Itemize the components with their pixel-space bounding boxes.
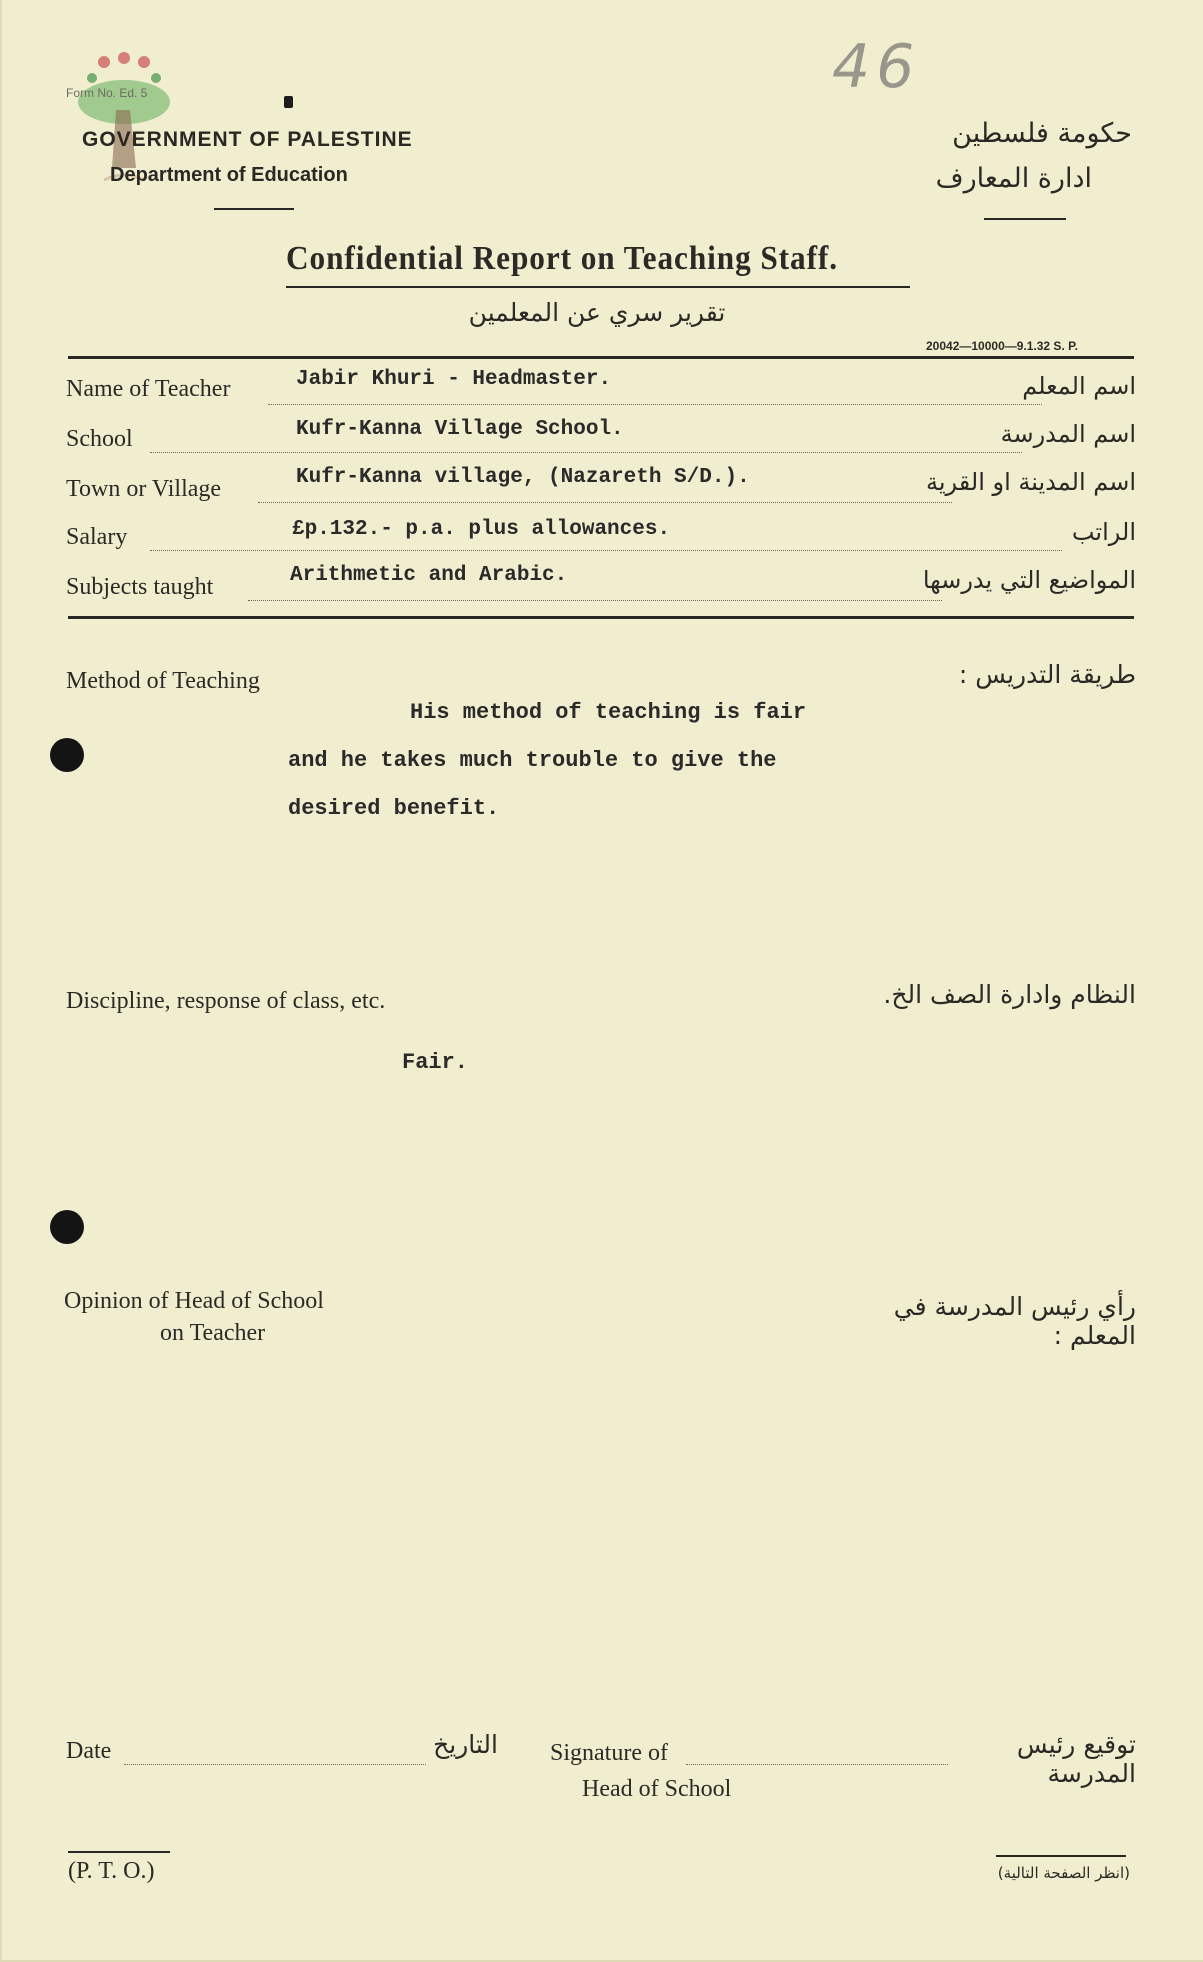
discipline-label: Discipline, response of class, etc. [66, 988, 386, 1014]
opinion-label-sub: on Teacher [160, 1320, 266, 1346]
punch-hole [50, 738, 84, 772]
signature-sub-label: Head of School [582, 1776, 732, 1802]
punch-mark [284, 96, 293, 108]
next-page-note-ar: (انظر الصفحة التالية) [997, 1864, 1130, 1882]
opinion-label: Opinion of Head of School [64, 1288, 324, 1314]
archive-number: 46 [832, 32, 921, 102]
field-line [248, 600, 942, 601]
divider [68, 1851, 170, 1853]
signature-line [686, 1764, 948, 1765]
date-label: Date [66, 1738, 112, 1764]
field-value-subjects: Arithmetic and Arabic. [290, 564, 568, 587]
title-underline [286, 286, 910, 288]
punch-hole [50, 1210, 84, 1244]
government-title-ar: حكومة فلسطين [952, 118, 1132, 149]
print-code: 20042—10000—9.1.32 S. P. [926, 339, 1078, 353]
discipline-label-ar: النظام وادارة الصف الخ. [883, 980, 1136, 1009]
government-title-en: GOVERNMENT OF PALESTINE [82, 128, 413, 151]
field-label-subjects: Subjects taught [66, 574, 214, 600]
field-value-salary: £p.132.- p.a. plus allowances. [292, 518, 671, 541]
discipline-value: Fair. [402, 1050, 469, 1075]
field-label-school-ar: اسم المدرسة [1000, 420, 1136, 448]
field-label-teacher-name-ar: اسم المعلم [1022, 372, 1136, 400]
report-title-ar: تقرير سري عن المعلمين [468, 298, 726, 327]
department-title-en: Department of Education [110, 164, 348, 186]
signature-label-ar: توقيع رئيس المدرسة [1016, 1730, 1136, 1788]
method-text-line-2: and he takes much trouble to give the [288, 748, 777, 773]
field-line [150, 452, 1022, 453]
form-number: Form No. Ed. 5 [66, 86, 148, 100]
date-label-ar: التاريخ [433, 1730, 498, 1759]
method-label: Method of Teaching [66, 668, 260, 694]
field-value-school: Kufr-Kanna Village School. [296, 418, 624, 441]
field-line [258, 502, 952, 503]
signature-label: Signature of [550, 1740, 668, 1766]
field-label-teacher-name: Name of Teacher [66, 376, 231, 402]
report-title: Confidential Report on Teaching Staff. [286, 240, 838, 277]
section-rule [68, 616, 1134, 619]
field-label-school: School [66, 426, 133, 452]
field-line [268, 404, 1042, 405]
date-line [124, 1764, 426, 1765]
field-label-salary-ar: الراتب [1071, 518, 1136, 546]
divider [996, 1855, 1126, 1857]
field-label-salary: Salary [66, 524, 128, 550]
method-label-ar: طريقة التدريس : [958, 660, 1136, 689]
field-value-town: Kufr-Kanna village, (Nazareth S/D.). [296, 466, 750, 489]
field-label-town-ar: اسم المدينة او القرية [925, 468, 1136, 496]
method-text-line-1: His method of teaching is fair [410, 700, 807, 725]
department-title-ar: ادارة المعارف [935, 163, 1092, 194]
field-label-town: Town or Village [66, 476, 222, 502]
field-label-subjects-ar: المواضيع التي يدرسها [922, 566, 1136, 594]
section-rule [68, 356, 1134, 359]
field-line [150, 550, 1062, 551]
method-text-line-3: desired benefit. [288, 796, 500, 821]
pto-note: (P. T. O.) [68, 1858, 155, 1884]
divider [214, 208, 294, 210]
opinion-label-ar: رأي رئيس المدرسة في المعلم : [893, 1292, 1136, 1350]
field-value-teacher-name: Jabir Khuri - Headmaster. [296, 368, 612, 391]
divider [984, 218, 1066, 220]
